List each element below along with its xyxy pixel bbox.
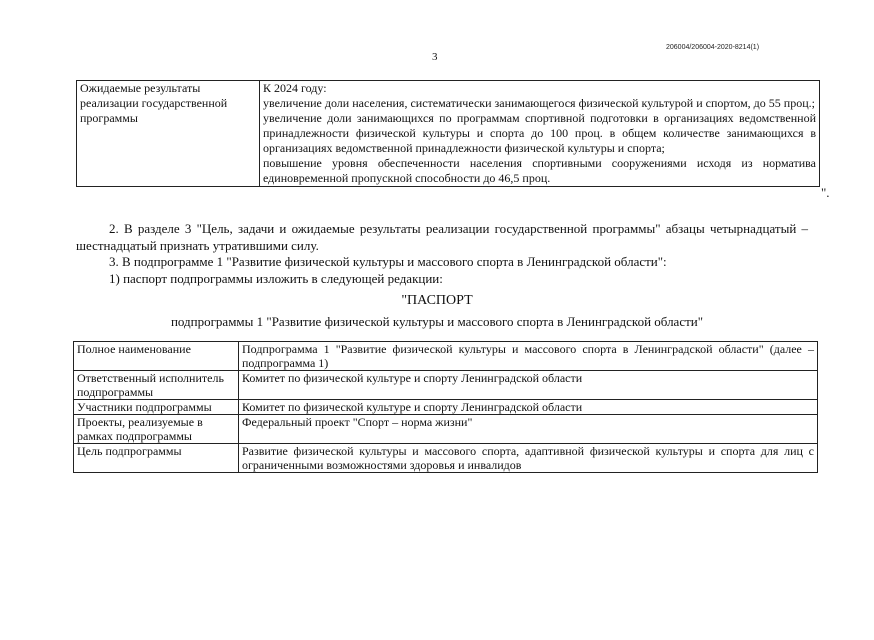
results-line: повышение уровня обеспеченности населения спортивными сооружениями исходя из норматива единовременной пропускной способности до 46,5 проц. <box>263 156 816 185</box>
table-row <box>74 415 818 444</box>
paragraph-3: 3. В подпрограмме 1 "Развитие физической культуры и массового спорта в Ленинградской области": <box>109 254 667 269</box>
row-value: Подпрограмма 1 "Развитие физической культуры и массового спорта в Ленинградской области" (далее – подпрограмма 1) <box>239 342 818 371</box>
table-row <box>77 81 820 187</box>
results-line: К 2024 году: <box>263 81 327 95</box>
row-value: Федеральный проект "Спорт – норма жизни" <box>239 415 818 444</box>
table-row <box>74 444 818 473</box>
expected-results-label: Ожидаемые результаты реализации государственной программы <box>77 81 260 187</box>
passport-subtitle: подпрограммы 1 "Развитие физической культуры и массового спорта в Ленинградской области" <box>170 314 704 329</box>
closing-quote: ". <box>821 185 830 200</box>
passport-heading: "ПАСПОРТ <box>401 293 473 308</box>
expected-results-content <box>260 81 820 187</box>
results-line: увеличение доли населения, систематически занимающегося физической культурой и спортом, до 55 проц.; <box>263 96 815 110</box>
passport-table <box>73 341 818 473</box>
expected-results-table <box>76 80 820 187</box>
row-value: Комитет по физической культуре и спорту Ленинградской области <box>239 371 818 400</box>
row-label: Участники подпрограммы <box>74 400 239 415</box>
document-code: 206004/206004-2020-8214(1) <box>666 44 760 51</box>
table-row <box>74 342 818 371</box>
row-label: Проекты, реализуемые в рамках подпрограммы <box>74 415 239 444</box>
paragraph-2: 2. В разделе 3 "Цель, задачи и ожидаемые результаты реализации государственной программы" абзацы четырнадцатый – шестнадцатый признать утратившими силу. <box>76 221 808 253</box>
row-label: Цель подпрограммы <box>74 444 239 473</box>
row-value: Развитие физической культуры и массового спорта, адаптивной физической культуры и спорта для лиц с ограниченными возможностями здоровья и инвалидов <box>239 444 818 473</box>
page-number: 3 <box>432 51 438 63</box>
table-row <box>74 371 818 400</box>
row-value: Комитет по физической культуре и спорту Ленинградской области <box>239 400 818 415</box>
row-label: Ответственный исполнитель подпрограммы <box>74 371 239 400</box>
table-row <box>74 400 818 415</box>
paragraph-3-item-1: 1) паспорт подпрограммы изложить в следующей редакции: <box>109 271 443 286</box>
results-line: увеличение доли занимающихся по программам спортивной подготовки в организациях ведомственной принадлежности физической культуры и спорта до 100 проц. в общем количестве занимающихся в организациях ведомственной принадлежности физической культуры и спорта; <box>263 111 816 155</box>
row-label: Полное наименование <box>74 342 239 371</box>
